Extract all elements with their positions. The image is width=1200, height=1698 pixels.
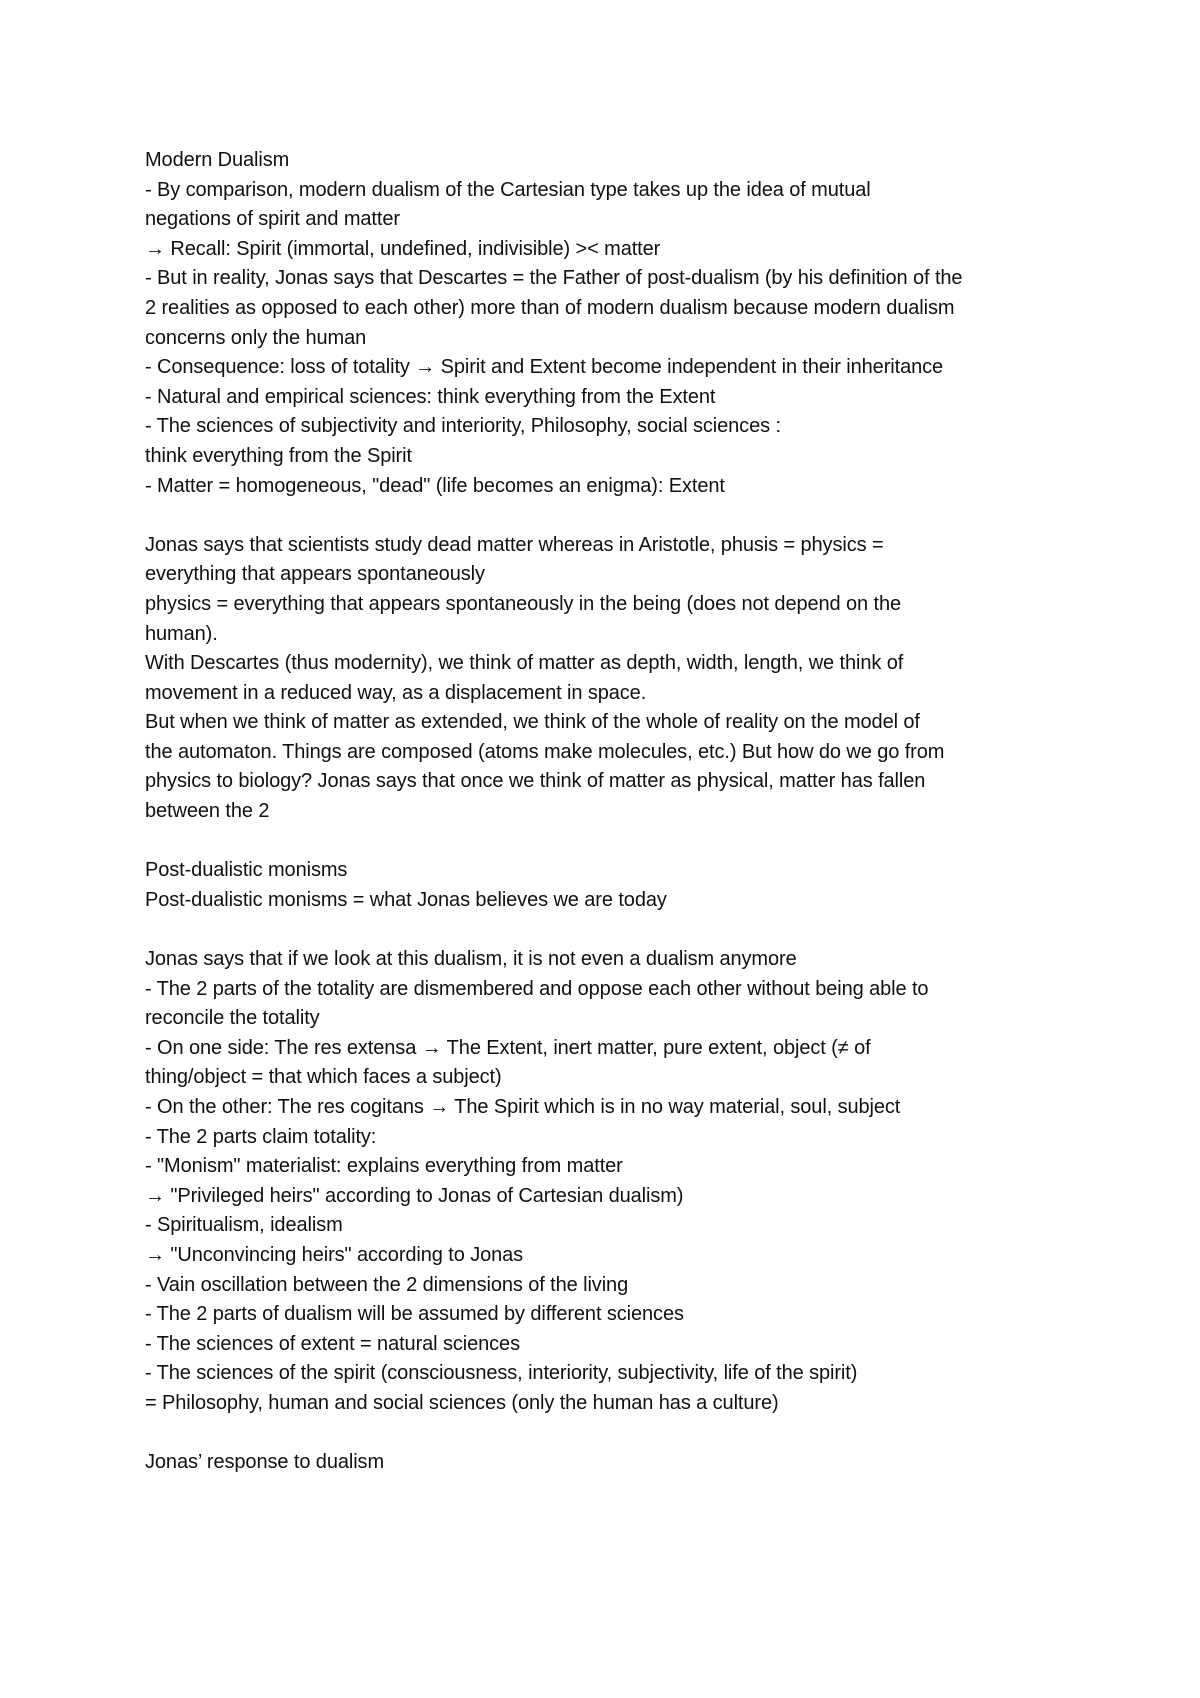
text-line: - On the other: The res cogitans → The Spirit which is in no way material, soul, subject	[145, 1096, 901, 1118]
text-line: Jonas says that scientists study dead matter whereas in Aristotle, phusis = physics =	[145, 533, 884, 556]
text-line: - On one side: The res extensa → The Extent, inert matter, pure extent, object (≠ of	[145, 1036, 871, 1059]
section-dualism-analysis	[145, 945, 1100, 1419]
document-body	[145, 146, 1100, 1478]
text-line: human).	[145, 622, 218, 645]
text-line: Jonas says that if we look at this dualism, it is not even a dualism anymore	[145, 948, 797, 971]
text-line: everything that appears spontaneously	[145, 563, 485, 586]
text-line: But when we think of matter as extended, we think of the whole of reality on the model of	[145, 711, 920, 734]
section-heading: Post-dualistic monisms	[145, 859, 348, 882]
text-line: - But in reality, Jonas says that Descartes = the Father of post-dualism (by his definition of the	[145, 267, 963, 290]
text-line: concerns only the human	[145, 326, 367, 349]
text-line: movement in a reduced way, as a displacement in space.	[145, 681, 647, 704]
text-line: between the 2	[145, 800, 270, 823]
text-line: reconcile the totality	[145, 1007, 320, 1030]
text-line: - The 2 parts claim totality:	[145, 1125, 377, 1148]
text-line: negations of spirit and matter	[145, 208, 400, 231]
text-line: - Vain oscillation between the 2 dimensions of the living	[145, 1273, 629, 1296]
section-jonas-response	[145, 1448, 1100, 1478]
text-line: - The sciences of the spirit (consciousness, interiority, subjectivity, life of the spirit)	[145, 1362, 858, 1385]
text-line: - By comparison, modern dualism of the Cartesian type takes up the idea of mutual	[145, 178, 871, 201]
text-line: With Descartes (thus modernity), we think of matter as depth, width, length, we think of	[145, 652, 904, 675]
paragraph-gap	[145, 501, 1100, 531]
text-line: - "Monism" materialist: explains everything from matter	[145, 1155, 623, 1178]
text-line: physics = everything that appears spontaneously in the being (does not depend on the	[145, 592, 902, 615]
paragraph-gap	[145, 827, 1100, 857]
text-line: physics to biology? Jonas says that once we think of matter as physical, matter has fallen	[145, 770, 926, 793]
text-line: - Spiritualism, idealism	[145, 1214, 343, 1237]
text-line: - The sciences of extent = natural sciences	[145, 1332, 520, 1355]
text-line: - The 2 parts of the totality are dismembered and oppose each other without being able to	[145, 977, 929, 1000]
text-line: = Philosophy, human and social sciences (only the human has a culture)	[145, 1391, 779, 1414]
text-line: think everything from the Spirit	[145, 444, 412, 467]
section-heading: Modern Dualism	[145, 149, 290, 171]
text-line: the automaton. Things are composed (atoms make molecules, etc.) But how do we go from	[145, 740, 945, 763]
text-line: - Natural and empirical sciences: think everything from the Extent	[145, 385, 716, 408]
section-modern-dualism	[145, 146, 1100, 501]
text-line: - The 2 parts of dualism will be assumed by different sciences	[145, 1303, 684, 1326]
text-line: - The sciences of subjectivity and interiority, Philosophy, social sciences :	[145, 415, 781, 438]
text-line: - Matter = homogeneous, "dead" (life becomes an enigma): Extent	[145, 474, 725, 497]
section-heading: Jonas’ response to dualism	[145, 1451, 385, 1474]
paragraph-gap	[145, 915, 1100, 945]
text-line: - Consequence: loss of totality → Spirit and Extent become independent in their inheritance	[145, 356, 944, 379]
text-line: → "Unconvincing heirs" according to Jonas	[145, 1243, 524, 1266]
text-line: → Recall: Spirit (immortal, undefined, indivisible) >< matter	[145, 237, 661, 260]
text-line: Post-dualistic monisms = what Jonas believes we are today	[145, 888, 667, 911]
section-post-dualistic-monisms	[145, 856, 1100, 915]
text-line: thing/object = that which faces a subject)	[145, 1066, 502, 1089]
text-line: 2 realities as opposed to each other) more than of modern dualism because modern dualism	[145, 296, 955, 319]
section-aristotle-physics	[145, 531, 1100, 827]
paragraph-gap	[145, 1419, 1100, 1449]
text-line: → "Privileged heirs" according to Jonas of Cartesian dualism)	[145, 1184, 684, 1207]
